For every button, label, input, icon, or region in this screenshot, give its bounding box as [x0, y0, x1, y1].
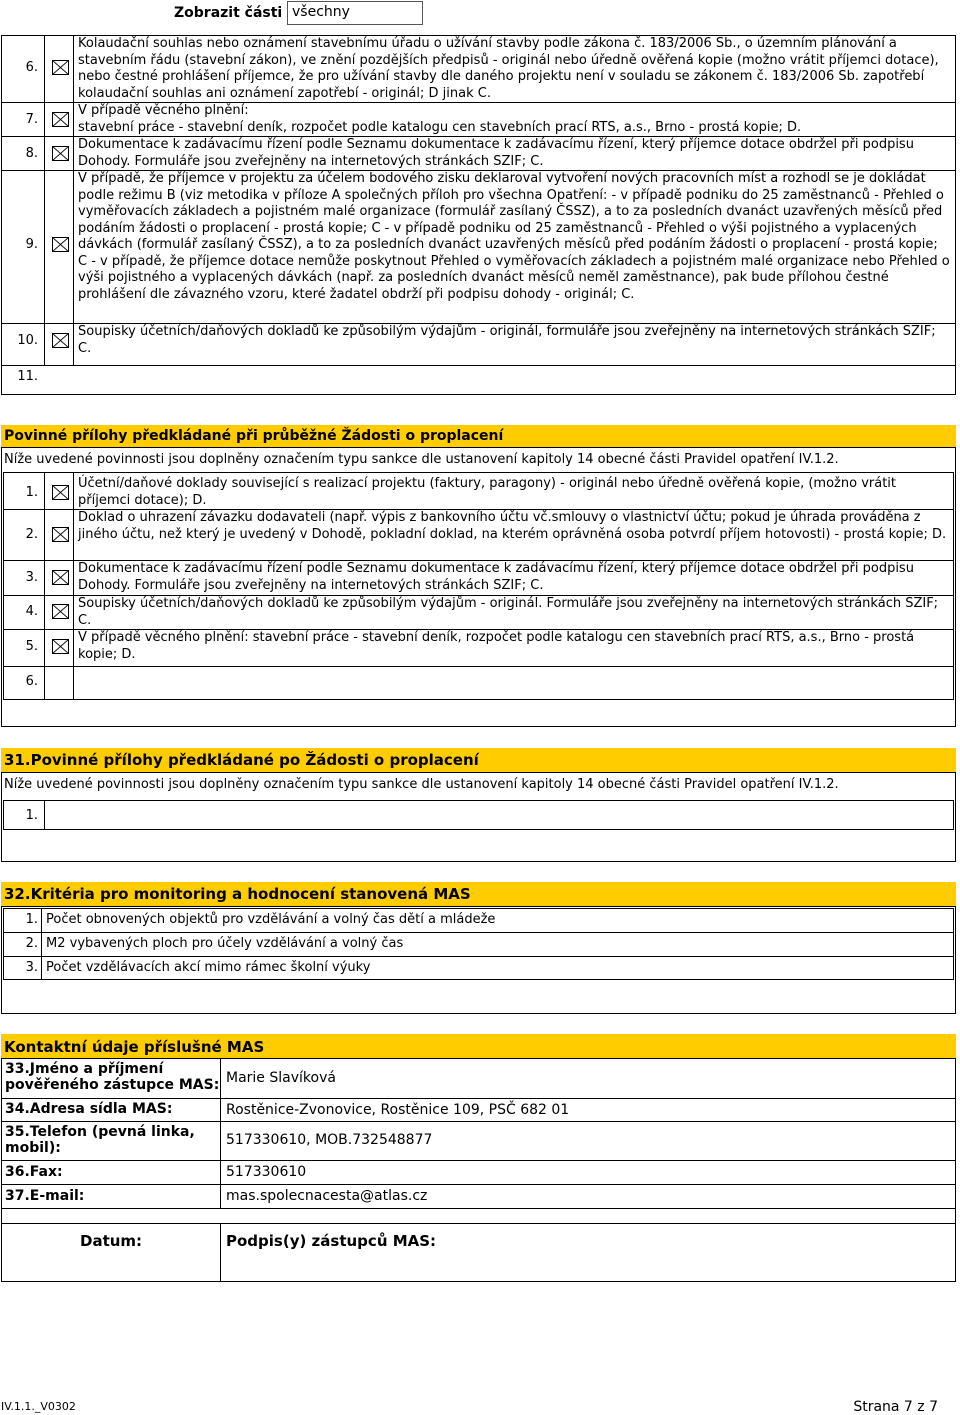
item-text: Účetní/daňové doklady související s realizací projektu (faktury, paragony) - originál nebo úředně ověřená kopie, (možno vrátit příjemci dotace); D. [78, 476, 897, 508]
item-checkbox[interactable] [52, 604, 69, 619]
item-checkbox[interactable] [52, 485, 69, 500]
item-number: 7. [25, 112, 38, 127]
contact-value-address: Rostěnice-Zvonovice, Rostěnice 109, PSČ 682 01 [226, 1102, 570, 1118]
section-header-32: 32.Kritéria pro monitoring a hodnocení stanovená MAS [1, 882, 956, 906]
contact-label-fax: 36.Fax: [5, 1164, 63, 1180]
date-label: Datum: [80, 1232, 143, 1250]
filter-label: Zobrazit části [174, 5, 283, 21]
section-header-interim: Povinné přílohy předkládané při průběžné Žádosti o proplacení [1, 425, 956, 447]
item-number: 10. [17, 333, 38, 348]
section-header-31: 31.Povinné přílohy předkládané po Žádosti o proplacení [1, 748, 956, 772]
item-text: Soupisky účetních/daňových dokladů ke způsobilým výdajům - originál. Formuláře jsou zveřejněny na internetových stránkách SZIF; C. [78, 596, 939, 628]
criterion-number: 3. [25, 960, 38, 975]
item-text: V případě věcného plnění: stavební práce - stavební deník, rozpočet podle katalogu cen stavebních prací RTS, a.s., Brno - prostá kopie; D. [78, 103, 802, 135]
parts-filter-select[interactable]: všechny [287, 1, 423, 25]
item-number: 2. [25, 527, 38, 542]
criterion-number: 2. [25, 936, 38, 951]
item-number: 11. [17, 369, 38, 384]
item-number: 1. [25, 485, 38, 500]
section-intro: Níže uvedené povinnosti jsou doplněny označením typu sankce dle ustanovení kapitoly 14 obecné části Pravidel opatření IV.1.2. [4, 777, 839, 792]
contact-value-email[interactable]: mas.spolecnacesta@atlas.cz [226, 1188, 428, 1204]
contact-label-phone: 35.Telefon (pevná linka, mobil): [5, 1124, 195, 1156]
criterion-text: Počet vzdělávacích akcí mimo rámec školní výuky [46, 960, 371, 975]
item-number: 9. [25, 237, 38, 252]
contact-label-address: 34.Adresa sídla MAS: [5, 1101, 173, 1117]
signature-label: Podpis(y) zástupců MAS: [226, 1232, 437, 1250]
item-checkbox[interactable] [52, 527, 69, 542]
contact-value-phone: 517330610, MOB.732548877 [226, 1132, 433, 1148]
item-text: Kolaudační souhlas nebo oznámení stavebnímu úřadu o užívání stavby podle zákona č. 183/2006 Sb., o územním plánování a stavebním řádu (stavební zákon), ve znění pozdějších předpisů - originál nebo úředně ověřená kopie (možno vrátit příjemci dotace), nebo čestné prohlášení příjemce, že pro užívání stavby dle daného projektu není v souladu se zákonem č. 183/2006 Sb. zapotřebí kolaudační souhlas ani oznámení zapotřebí - originál; D jinak C. [78, 36, 939, 101]
item-checkbox[interactable] [52, 333, 69, 348]
item-number: 6. [25, 60, 38, 75]
item-text: Soupisky účetních/daňových dokladů ke způsobilým výdajům - originál, formuláře jsou zveřejněny na internetových stránkách SZIF; C. [78, 324, 936, 356]
item-number: 8. [25, 146, 38, 161]
section-intro: Níže uvedené povinnosti jsou doplněny označením typu sankce dle ustanovení kapitoly 14 obecné části Pravidel opatření IV.1.2. [4, 452, 839, 467]
item-checkbox[interactable] [52, 60, 69, 75]
item-number: 4. [25, 604, 38, 619]
document-code: IV.1.1._V0302 [1, 1400, 76, 1413]
contact-label-name: 33.Jméno a příjmení pověřeného zástupce MAS: [5, 1061, 220, 1093]
criterion-text: M2 vybavených ploch pro účely vzdělávání a volný čas [46, 936, 404, 951]
item-number: 5. [25, 639, 38, 654]
criterion-text: Počet obnovených objektů pro vzdělávání a volný čas dětí a mládeže [46, 912, 496, 927]
contact-value-name: Marie Slavíková [226, 1070, 336, 1086]
item-checkbox[interactable] [52, 639, 69, 654]
criterion-number: 1. [25, 912, 38, 927]
item-checkbox[interactable] [52, 570, 69, 585]
item-number: 6. [25, 674, 38, 689]
item-text: V případě věcného plnění: stavební práce - stavební deník, rozpočet podle katalogu cen stavebních prací RTS, a.s., Brno - prostá kopie; D. [78, 630, 915, 662]
section-header-contact: Kontaktní údaje příslušné MAS [1, 1034, 956, 1058]
page-number: Strana 7 z 7 [853, 1399, 938, 1415]
item-checkbox[interactable] [52, 237, 69, 252]
item-checkbox[interactable] [52, 146, 69, 161]
contact-label-email: 37.E-mail: [5, 1188, 85, 1204]
item-number: 3. [25, 570, 38, 585]
contact-value-fax: 517330610 [226, 1164, 307, 1180]
item-text: V případě, že příjemce v projektu za účelem bodového zisku deklaroval vytvoření nových pracovních míst a rozhodl se je dokládat podle režimu B (viz metodika v příloze A společných příloh pro všechna Opatření: - v případě podniku do 25 zaměstnanců - Přehled o vyměřovacích základech a pojistném malé organizace (formulář zasílaný ČSSZ), a to za posledních dvanáct uzavřených měsíců před podáním žádosti o proplacení - prostá kopie; C - v případě podniku od 25 zaměstnanců - Přehled o výši pojistného a vyplacených dávkách (formulář zasílaný ČSSZ), a to za posledních dvanáct uzavřených měsíců před podáním žádosti o proplacení - prostá kopie; C - v případě, že příjemce dotace nemůže poskytnout Přehled o vyměřovacích základech a pojistném malé organizace nebo Přehled o výši pojistného a vyplacených dávkách (např. za posledních dvanáct měsíců neměl zaměstnance), pak bude přílohou čestné prohlášení dle závazného vzoru, které žadatel obdrží při podpisu dohody - originál; C. [78, 171, 950, 302]
item-text: Dokumentace k zadávacímu řízení podle Seznamu dokumentace k zadávacímu řízení, který příjemce dotace obdržel při podpisu Dohody. Formuláře jsou zveřejněny na internetových stránkách SZIF; C. [78, 561, 914, 593]
item-number: 1. [25, 808, 38, 823]
item-checkbox[interactable] [52, 112, 69, 127]
item-text: Dokumentace k zadávacímu řízení podle Seznamu dokumentace k zadávacímu řízení, který příjemce dotace obdržel při podpisu Dohody. Formuláře jsou zveřejněny na internetových stránkách SZIF; C. [78, 137, 914, 169]
item-text: Doklad o uhrazení závazku dodavateli (např. výpis z bankovního účtu vč.smlouvy o vlastnictví účtu; pokud je úhrada prováděna z jiného účtu, než který je uvedený v Dohodě, pokladní doklad, na kterém oprávněná osoba potvrdí příjem hotovosti) - prostá kopie; D. [78, 510, 947, 542]
